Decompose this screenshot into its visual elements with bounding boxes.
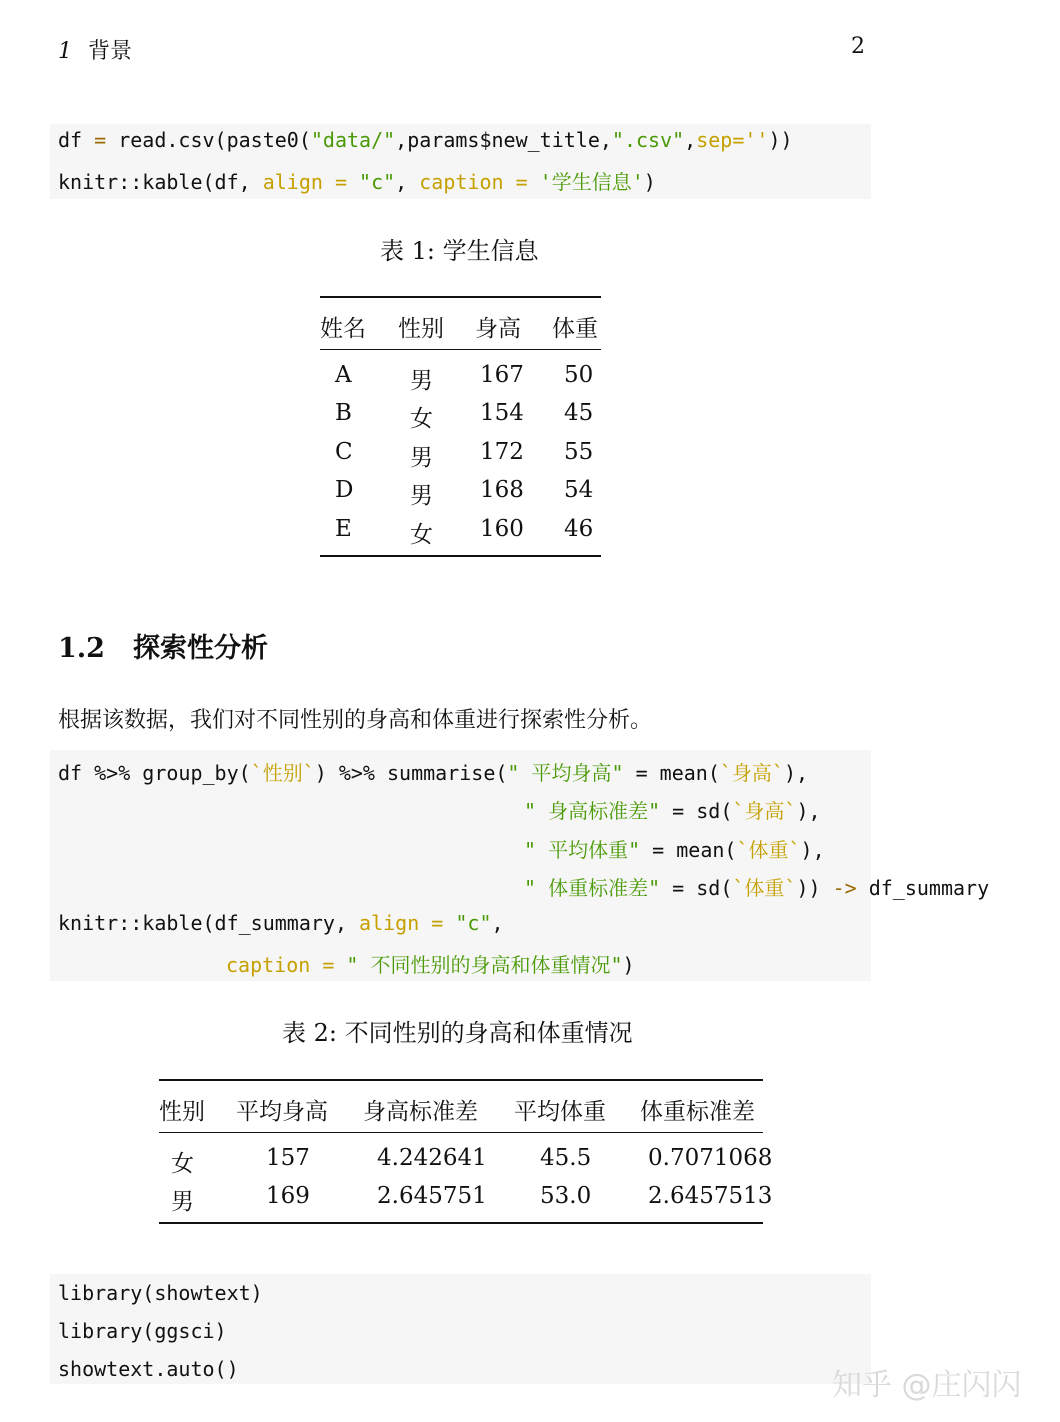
code-token: ), — [783, 761, 809, 785]
table2-cell: 男 — [171, 1189, 194, 1215]
table1-cell: 男 — [410, 368, 433, 394]
table1-cell: 50 — [564, 362, 594, 388]
code-token: df_summary — [856, 876, 990, 900]
table2-header-cell: 体重标准差 — [640, 1099, 755, 1125]
table1-header-rule — [320, 349, 601, 350]
code-line: showtext.auto() — [58, 1357, 239, 1381]
code-token: `性别` — [250, 761, 315, 785]
code-token: , — [395, 170, 420, 194]
table2-cell: 女 — [171, 1151, 194, 1177]
code-line — [524, 834, 825, 863]
code-token: -> — [832, 876, 857, 900]
code-token: caption = — [226, 953, 347, 977]
code-token: = — [94, 128, 107, 152]
code-token: align = — [359, 911, 456, 935]
code-token: `身高` — [719, 761, 784, 785]
code-token: " 身高标准差" — [524, 799, 661, 823]
code-token: ".csv" — [611, 128, 685, 152]
code-token: "c" — [359, 170, 396, 194]
table1-cell: 45 — [564, 400, 594, 426]
table1-cell: 167 — [480, 362, 524, 388]
code-token: " 不同性别的身高和体重情况" — [346, 953, 623, 977]
code-token: df — [58, 128, 95, 152]
table1-cell: A — [335, 362, 352, 388]
code-token: ) — [643, 170, 656, 194]
section-title: 探索性分析 — [132, 633, 268, 664]
table1-header-cell: 身高 — [475, 316, 521, 342]
code-token: = sd( — [660, 799, 733, 823]
code-line — [58, 128, 793, 152]
table2-header-cell: 身高标准差 — [363, 1099, 478, 1125]
table1-cell: 154 — [480, 400, 524, 426]
code-token: "c" — [455, 911, 492, 935]
table1-cell: D — [335, 477, 354, 503]
table1 — [320, 296, 601, 557]
code-token: '学生信息' — [539, 170, 644, 194]
running-header-chapter — [58, 34, 132, 65]
table2-caption: 表 2: 不同性别的身高和体重情况 — [282, 1019, 633, 1047]
code-block-read-csv — [50, 124, 871, 199]
code-token: caption = — [419, 170, 540, 194]
table2-header-cell: 平均体重 — [514, 1099, 606, 1125]
table1-header-cell: 姓名 — [320, 316, 366, 342]
code-token: ), — [796, 799, 821, 823]
table1-cell: 男 — [410, 483, 433, 509]
table1-cell: E — [335, 516, 352, 542]
code-line — [226, 949, 635, 978]
table1-caption: 表 1: 学生信息 — [380, 237, 539, 265]
code-token: ) %>% summarise( — [314, 761, 508, 785]
code-token: sep='' — [696, 128, 769, 152]
body-paragraph: 根据该数据，我们对不同性别的身高和体重进行探索性分析。 — [58, 708, 653, 733]
code-token: align = — [262, 170, 360, 194]
code-token: "data/" — [310, 128, 396, 152]
table2-cell: 157 — [266, 1145, 310, 1171]
code-token: `体重` — [736, 838, 801, 862]
code-token: )) — [768, 128, 793, 152]
code-line — [524, 795, 821, 824]
section-number: 1.2 — [58, 633, 105, 664]
table2-cell: 2.645751 — [377, 1183, 487, 1209]
code-token: `体重` — [732, 876, 797, 900]
table2-header-cell: 性别 — [159, 1099, 205, 1125]
table2-cell: 45.5 — [540, 1145, 592, 1171]
table1-cell: 女 — [410, 406, 433, 432]
table1-cell: 女 — [410, 522, 433, 548]
table2-cell: 0.7071068 — [648, 1145, 773, 1171]
chapter-title: 背景 — [88, 39, 133, 64]
table2-cell: 4.242641 — [377, 1145, 487, 1171]
table1-header-cell: 体重 — [552, 316, 598, 342]
code-line — [524, 872, 989, 901]
table1-cell: B — [335, 400, 352, 426]
table2-cell: 169 — [266, 1183, 310, 1209]
code-token: `身高` — [732, 799, 797, 823]
table1-header-cell: 性别 — [398, 316, 444, 342]
code-token: , — [491, 911, 504, 935]
code-token: knitr::kable(df, — [58, 170, 263, 194]
table1-cell: C — [335, 439, 353, 465]
code-line: library(ggsci) — [58, 1319, 227, 1343]
table1-cell: 160 — [480, 516, 524, 542]
code-token: )) — [796, 876, 833, 900]
table1-cell: 168 — [480, 477, 524, 503]
watermark: 知乎 @庄闪闪 — [832, 1368, 1022, 1403]
code-block-library — [50, 1274, 871, 1384]
code-token: " 平均身高" — [507, 761, 624, 785]
table2-header-cell: 平均身高 — [236, 1099, 328, 1125]
page-number: 2 — [851, 34, 865, 59]
table2-cell: 2.6457513 — [648, 1183, 773, 1209]
code-token: " 平均体重" — [524, 838, 641, 862]
code-token: ) — [622, 953, 635, 977]
code-line: library(showtext) — [58, 1281, 263, 1305]
code-token: = sd( — [660, 876, 733, 900]
section-heading — [58, 626, 268, 665]
chapter-number: 1 — [58, 39, 72, 64]
code-line — [58, 757, 808, 786]
code-token: knitr::kable(df_summary, — [58, 911, 360, 935]
table2-cell: 53.0 — [540, 1183, 592, 1209]
code-token: read.csv(paste0( — [106, 128, 311, 152]
table1-cell: 男 — [410, 445, 433, 471]
code-token: df %>% group_by( — [58, 761, 251, 785]
code-line — [58, 166, 656, 195]
code-line — [58, 911, 504, 935]
table2-header-rule — [159, 1132, 763, 1133]
table1-cell: 172 — [480, 439, 524, 465]
code-token: ), — [800, 838, 825, 862]
code-token: = mean( — [623, 761, 720, 785]
code-token: " 体重标准差" — [524, 876, 661, 900]
table1-cell: 54 — [564, 477, 594, 503]
table1-cell: 55 — [564, 439, 594, 465]
code-block-summarise — [50, 750, 1040, 981]
code-token: ,params$new_title, — [395, 128, 612, 152]
table1-cell: 46 — [564, 516, 594, 542]
table2 — [159, 1079, 773, 1224]
code-token: , — [684, 128, 697, 152]
code-token: = mean( — [640, 838, 737, 862]
